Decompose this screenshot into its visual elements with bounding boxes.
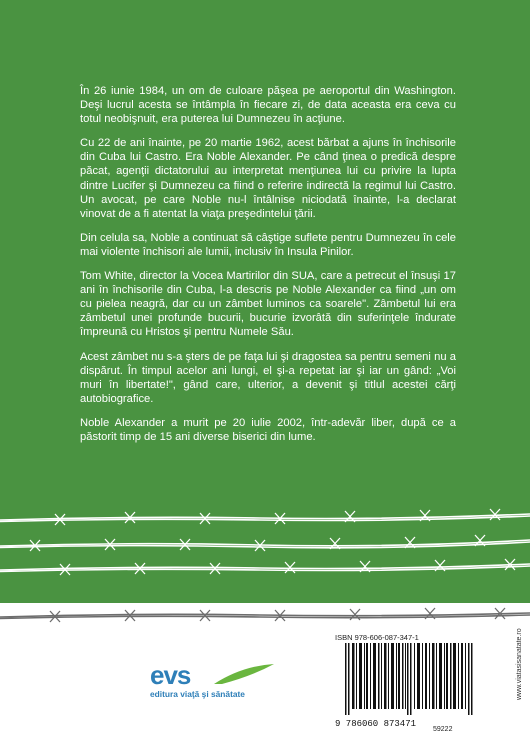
- barcode-digits: [335, 716, 500, 728]
- barcode-digits-text: 9 786060 873471: [335, 719, 417, 728]
- barbed-wire-illustration: [0, 490, 530, 600]
- paragraph-1: În 26 iunie 1984, un om de culoare păşea pe aeroportul din Washington. Deşi lucrul acesta se întâmpla în fiecare zi, de data aceasta era ceva cu totul neobişnuit, era puterea lui Dumnezeu în acţiune.: [80, 85, 456, 126]
- paragraph-6: Noble Alexander a murit pe 20 iulie 2002, într-adevăr liber, după ce a păstorit timp de 15 ani diverse biserici din lume.: [80, 416, 456, 443]
- logo-wordmark: evs: [150, 660, 191, 690]
- paragraph-5: Acest zâmbet nu s-a şters de pe faţa lui şi dragostea sa pentru semeni nu a dispărut. În timpul acelor ani lungi, el şi-a repetat iar şi iar un gând: „Voi muri în libertate!", gând care, ulterior, a devenit şi titlul acestei cărţi autobiografice.: [80, 350, 456, 405]
- isbn-label: ISBN 978-606-087-347-1: [335, 633, 419, 642]
- price-code: 59222: [433, 726, 453, 733]
- website-url: www.viatasisanatate.ro: [516, 628, 523, 700]
- leaf-swoosh-icon: [212, 662, 276, 686]
- paragraph-2: Cu 22 de ani înainte, pe 20 martie 1962, acest bărbat a ajuns în închisorile din Cuba lui Castro. Era Noble Alexander. Pe când ţinea o predică despre păcat, agenţii dictatorului au interpretat menţiunea lui cu privire la lupta dintre Lucifer şi Dumnezeu ca fiind o referire indirectă la regimul lui Castro. Un avocat, pe care Noble nu-l întâlnise niciodată înainte, l-a declarat vinovat de a fi atentat la viaţa preşedintelui ţării.: [80, 137, 456, 220]
- barbed-wire-1: [0, 514, 530, 522]
- publisher-name: editura viaţă şi sănătate: [150, 689, 245, 699]
- barbed-wire-2: [0, 540, 530, 548]
- publisher-logo: [150, 660, 280, 700]
- back-cover-text: [80, 84, 456, 454]
- isbn-barcode-block: [335, 628, 505, 738]
- paragraph-3: Din celula sa, Noble a continuat să câştige suflete pentru Dumnezeu în cele mai violente închisori ale lumii, inclusiv în Insula Pinilor.: [80, 231, 456, 258]
- paragraph-4: Tom White, director la Vocea Martirilor din SUA, care a petrecut el însuşi 17 ani în închisorile din Cuba, l-a descris pe Noble Alexander ca fiind „un om cu pielea neagră, dar cu un zâmbet luminos ca soarele". Zâmbetul lui era zâmbetul unei profunde bucurii, bucurie izvorâtă din suferinţele îndurate împreună cu Hristos şi pentru Numele Său.: [80, 270, 456, 339]
- barbed-wire-3: [0, 564, 530, 572]
